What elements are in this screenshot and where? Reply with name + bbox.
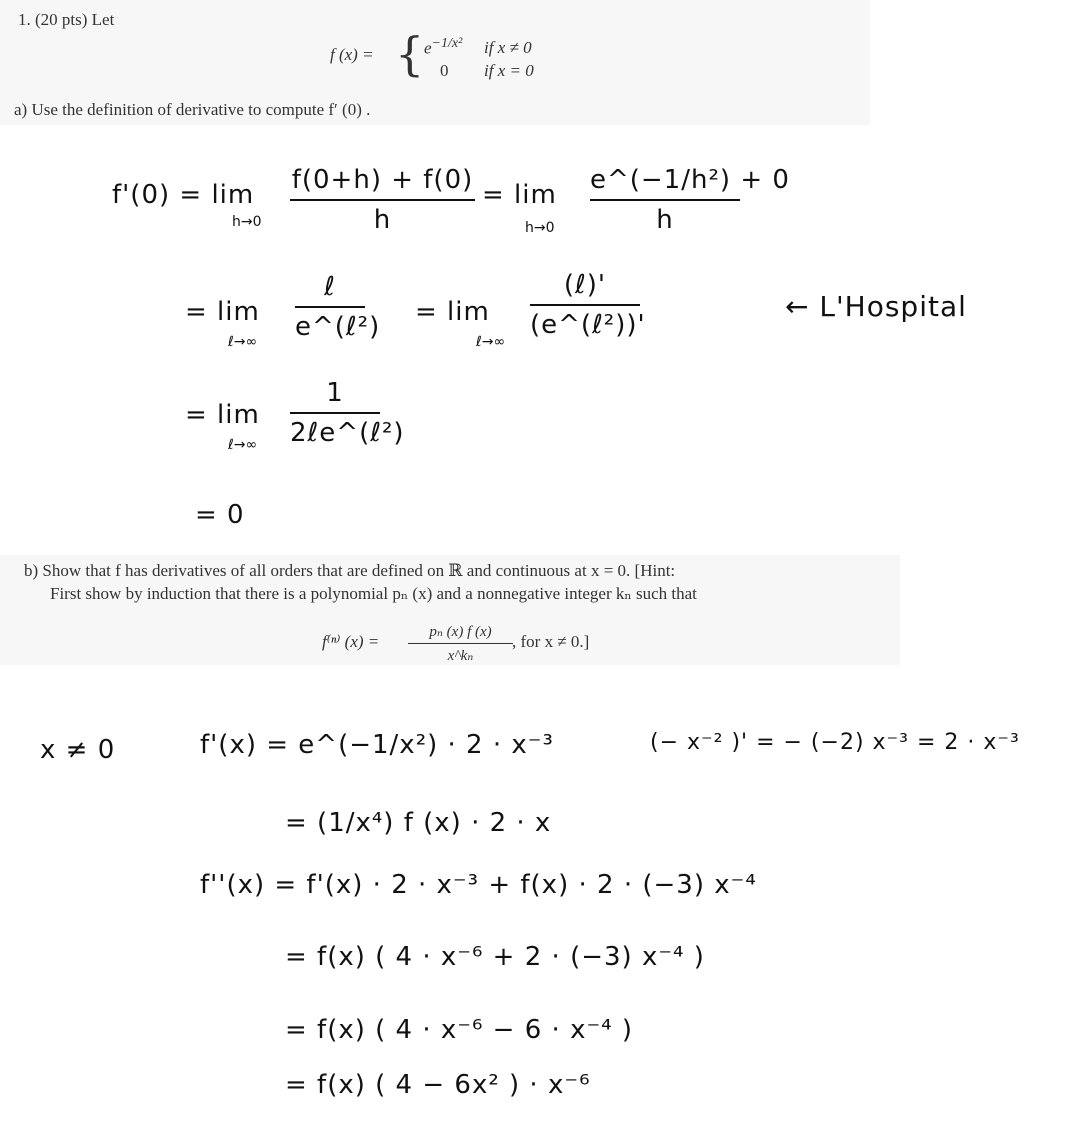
part-a-prompt: a) Use the definition of derivative to compute f′ (0) . <box>14 100 371 119</box>
work-a-line1-sub2: h→0 <box>525 220 555 236</box>
work-b-line6: = f(x) ( 4 − 6x² ) · x⁻⁶ <box>285 1070 591 1100</box>
part-b-line1: b) Show that f has derivatives of all orders that are defined on ℝ and continuous at x = 0. [Hint: <box>24 561 676 580</box>
hint-tail: , for x ≠ 0.] <box>512 632 590 651</box>
work-a-line3-fraction: 1 2ℓe^(ℓ²) <box>290 378 405 448</box>
work-b-line2: = (1/x⁴) f (x) · 2 · x <box>285 808 552 838</box>
problem-header: 1. (20 pts) Let <box>18 10 115 29</box>
work-a-line2-sub2: ℓ→∞ <box>476 334 506 350</box>
work-a-line4: = 0 <box>195 500 245 530</box>
work-a-line1-fraction2: e^(−1/h²) + 0 h <box>590 165 790 235</box>
work-a-line2-eq: = lim <box>415 297 490 327</box>
work-b-line4: = f(x) ( 4 · x⁻⁶ + 2 · (−3) x⁻⁴ ) <box>285 942 705 972</box>
work-b-line1: f'(x) = e^(−1/x²) · 2 · x⁻³ <box>200 730 554 760</box>
work-a-line2-sub: ℓ→∞ <box>228 334 258 350</box>
case2-condition: if x = 0 <box>484 61 534 80</box>
work-a-line2-lhs: = lim <box>185 297 260 327</box>
case2-expr: 0 <box>440 61 449 80</box>
work-a-line1-eq: = lim <box>482 180 557 210</box>
work-a-line1-lhs: f'(0) = lim <box>112 180 255 210</box>
work-b-condition: x ≠ 0 <box>40 735 116 765</box>
work-a-line1-sub: h→0 <box>232 214 262 230</box>
definition-brace: { <box>395 27 425 81</box>
work-b-side-note: (− x⁻² )' = − (−2) x⁻³ = 2 · x⁻³ <box>650 730 1020 755</box>
work-b-line5: = f(x) ( 4 · x⁻⁶ − 6 · x⁻⁴ ) <box>285 1015 634 1045</box>
work-a-line3-sub: ℓ→∞ <box>228 437 258 453</box>
case1-expr: $e^{-1/x^2}$ <box>424 36 463 58</box>
part-b-line2: First show by induction that there is a polynomial pₙ (x) and a nonnegative integer kₙ such that <box>50 584 697 603</box>
hint-lhs: f⁽ⁿ⁾ (x) = <box>322 632 380 651</box>
case1-condition: if x ≠ 0 <box>484 38 532 57</box>
work-b-line3: f''(x) = f'(x) · 2 · x⁻³ + f(x) · 2 · (−3) x⁻⁴ <box>200 870 757 900</box>
work-a-line2-fraction: ℓ e^(ℓ²) <box>295 272 381 342</box>
lhospital-note: ← L'Hospital <box>785 290 967 323</box>
definition-lhs: f (x) = <box>330 45 374 64</box>
hint-fraction: pₙ (x) f (x) x^kₙ <box>408 622 513 665</box>
work-a-line3-lhs: = lim <box>185 400 260 430</box>
work-a-line1-fraction: f(0+h) + f(0) h <box>291 165 474 235</box>
work-a-line2-fraction2: (ℓ)' (e^(ℓ²))' <box>530 270 646 340</box>
